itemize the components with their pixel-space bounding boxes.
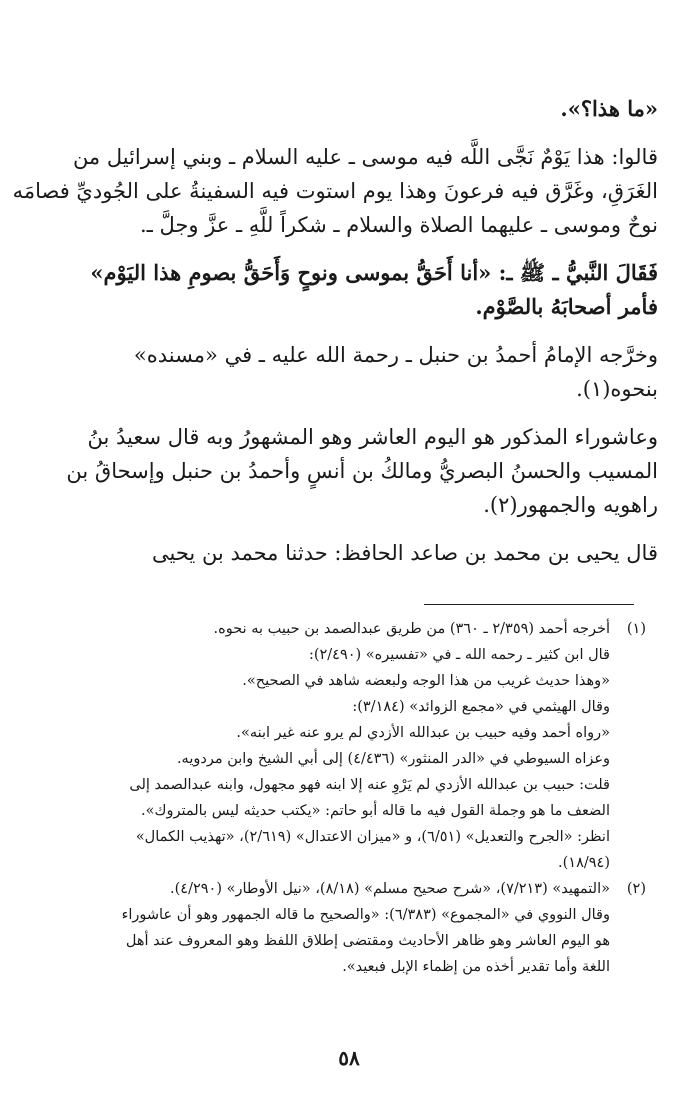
footnote [30, 616, 646, 876]
footnote-line: انظر: «الجرح والتعديل» (٦/٥١)، و «ميزان الاعتدال» (٢/٦١٩)، «تهذيب الكمال» [135, 829, 610, 845]
footnote [30, 876, 646, 980]
text-line: الغَرَقِ، وغَرَّق فيه فرعونَ وهذا يوم استوت فيه السفينةُ على الجُوديِّ فصامَه [12, 179, 658, 203]
footnote-line: اللغة وأما تقدير أخذه من إظماء الإبل فبعيد». [342, 959, 610, 975]
footnote-line: الضعف ما هو وجملة القول فيه ما قاله أبو حاتم: «يكتب حديثه ليس بالمتروك». [141, 803, 610, 819]
footnote-number: (٢) [626, 881, 646, 897]
text-line: قالوا: هذا يَوْمٌ نَجَّى اللَّه فيه موسى ـ عليه السلام ـ وبني إسرائيل من [72, 145, 658, 169]
footnote-line: «وهذا حديث غريب من هذا الوجه ولبعضه شاهد في الصحيح». [242, 673, 610, 689]
text-line: المسيب والحسنُ البصريُّ ومالكُ بن أنسٍ وأحمدُ بن حنبل وإسحاقُ بن [66, 459, 658, 483]
main-text [12, 92, 658, 570]
footnote-line: هو اليوم العاشر وهو ظاهر الأحاديث ومقتضى إطلاق اللفظ وهو المعروف عند أهل [125, 933, 610, 949]
footnote-line: وعزاه السيوطي في «الدر المنثور» (٤/٤٣٦) إلى أبي الشيخ وابن مردويه. [176, 751, 610, 767]
text-line: وخرَّجه الإمامُ أحمدُ بن حنبل ـ رحمة الله عليه ـ في «مسنده» [133, 343, 658, 367]
text-line: راهويه والجمهور(٢). [483, 493, 658, 517]
page-number: ٥٨ [338, 1046, 360, 1070]
footnote-line: وقال النووي في «المجموع» (٦/٣٨٣): «والصحيح ما قاله الجمهور وهو أن عاشوراء [121, 907, 610, 923]
footnote-line: وقال الهيثمي في «مجمع الزوائد» (٣/١٨٤): [352, 699, 610, 715]
footnote-line: (١٨/٩٤). [558, 855, 610, 871]
footnotes [30, 616, 646, 980]
text-line: فأمر أصحابَهُ بالصَّوْم. [475, 294, 658, 319]
footnote-line: أخرجه أحمد (٢/٣٥٩ ـ ٣٦٠) من طريق عبدالصمد بن حبيب به نحوه. [213, 621, 610, 637]
footnote-line: قلت: حبيب بن عبدالله الأزدي لم يَرْوِ عنه إلا ابنه فهو مجهول، وابنه عبدالصمد إلى [129, 777, 610, 793]
text-line: فَقَالَ النَّبيُّ ـ ﷺ ـ: «أنا أَحَقُّ بموسى ونوحٍ وَأَحَقُّ بصومِ هذا اليَوْم» [90, 260, 658, 285]
footnote-line: قال ابن كثير ـ رحمه الله ـ في «تفسيره» (٢/٤٩٠): [308, 647, 610, 663]
footnote-line: «رواه أحمد وفيه حبيب بن عبدالله الأزدي لم يرو عنه غير ابنه». [236, 725, 610, 741]
text-line: بنحوه(١). [576, 377, 658, 401]
text-line: «ما هذا؟». [560, 96, 658, 121]
text-line: قال يحيى بن محمد بن صاعد الحافظ: حدثنا محمد بن يحيى [152, 541, 658, 565]
text-line: نوحٌ وموسى ـ عليهما الصلاة والسلام ـ شكراً للَّهِ ـ عزَّ وجلَّ ـ. [140, 213, 658, 237]
footnote-line: «التمهيد» (٧/٢١٣)، «شرح صحيح مسلم» (٨/١٨)، «نيل الأوطار» (٤/٢٩٠). [170, 881, 610, 897]
text-line: وعاشوراء المذكور هو اليوم العاشر وهو المشهورُ وبه قال سعيدُ بنُ [87, 425, 658, 449]
footnote-number: (١) [626, 621, 646, 637]
footnote-separator [424, 604, 634, 605]
